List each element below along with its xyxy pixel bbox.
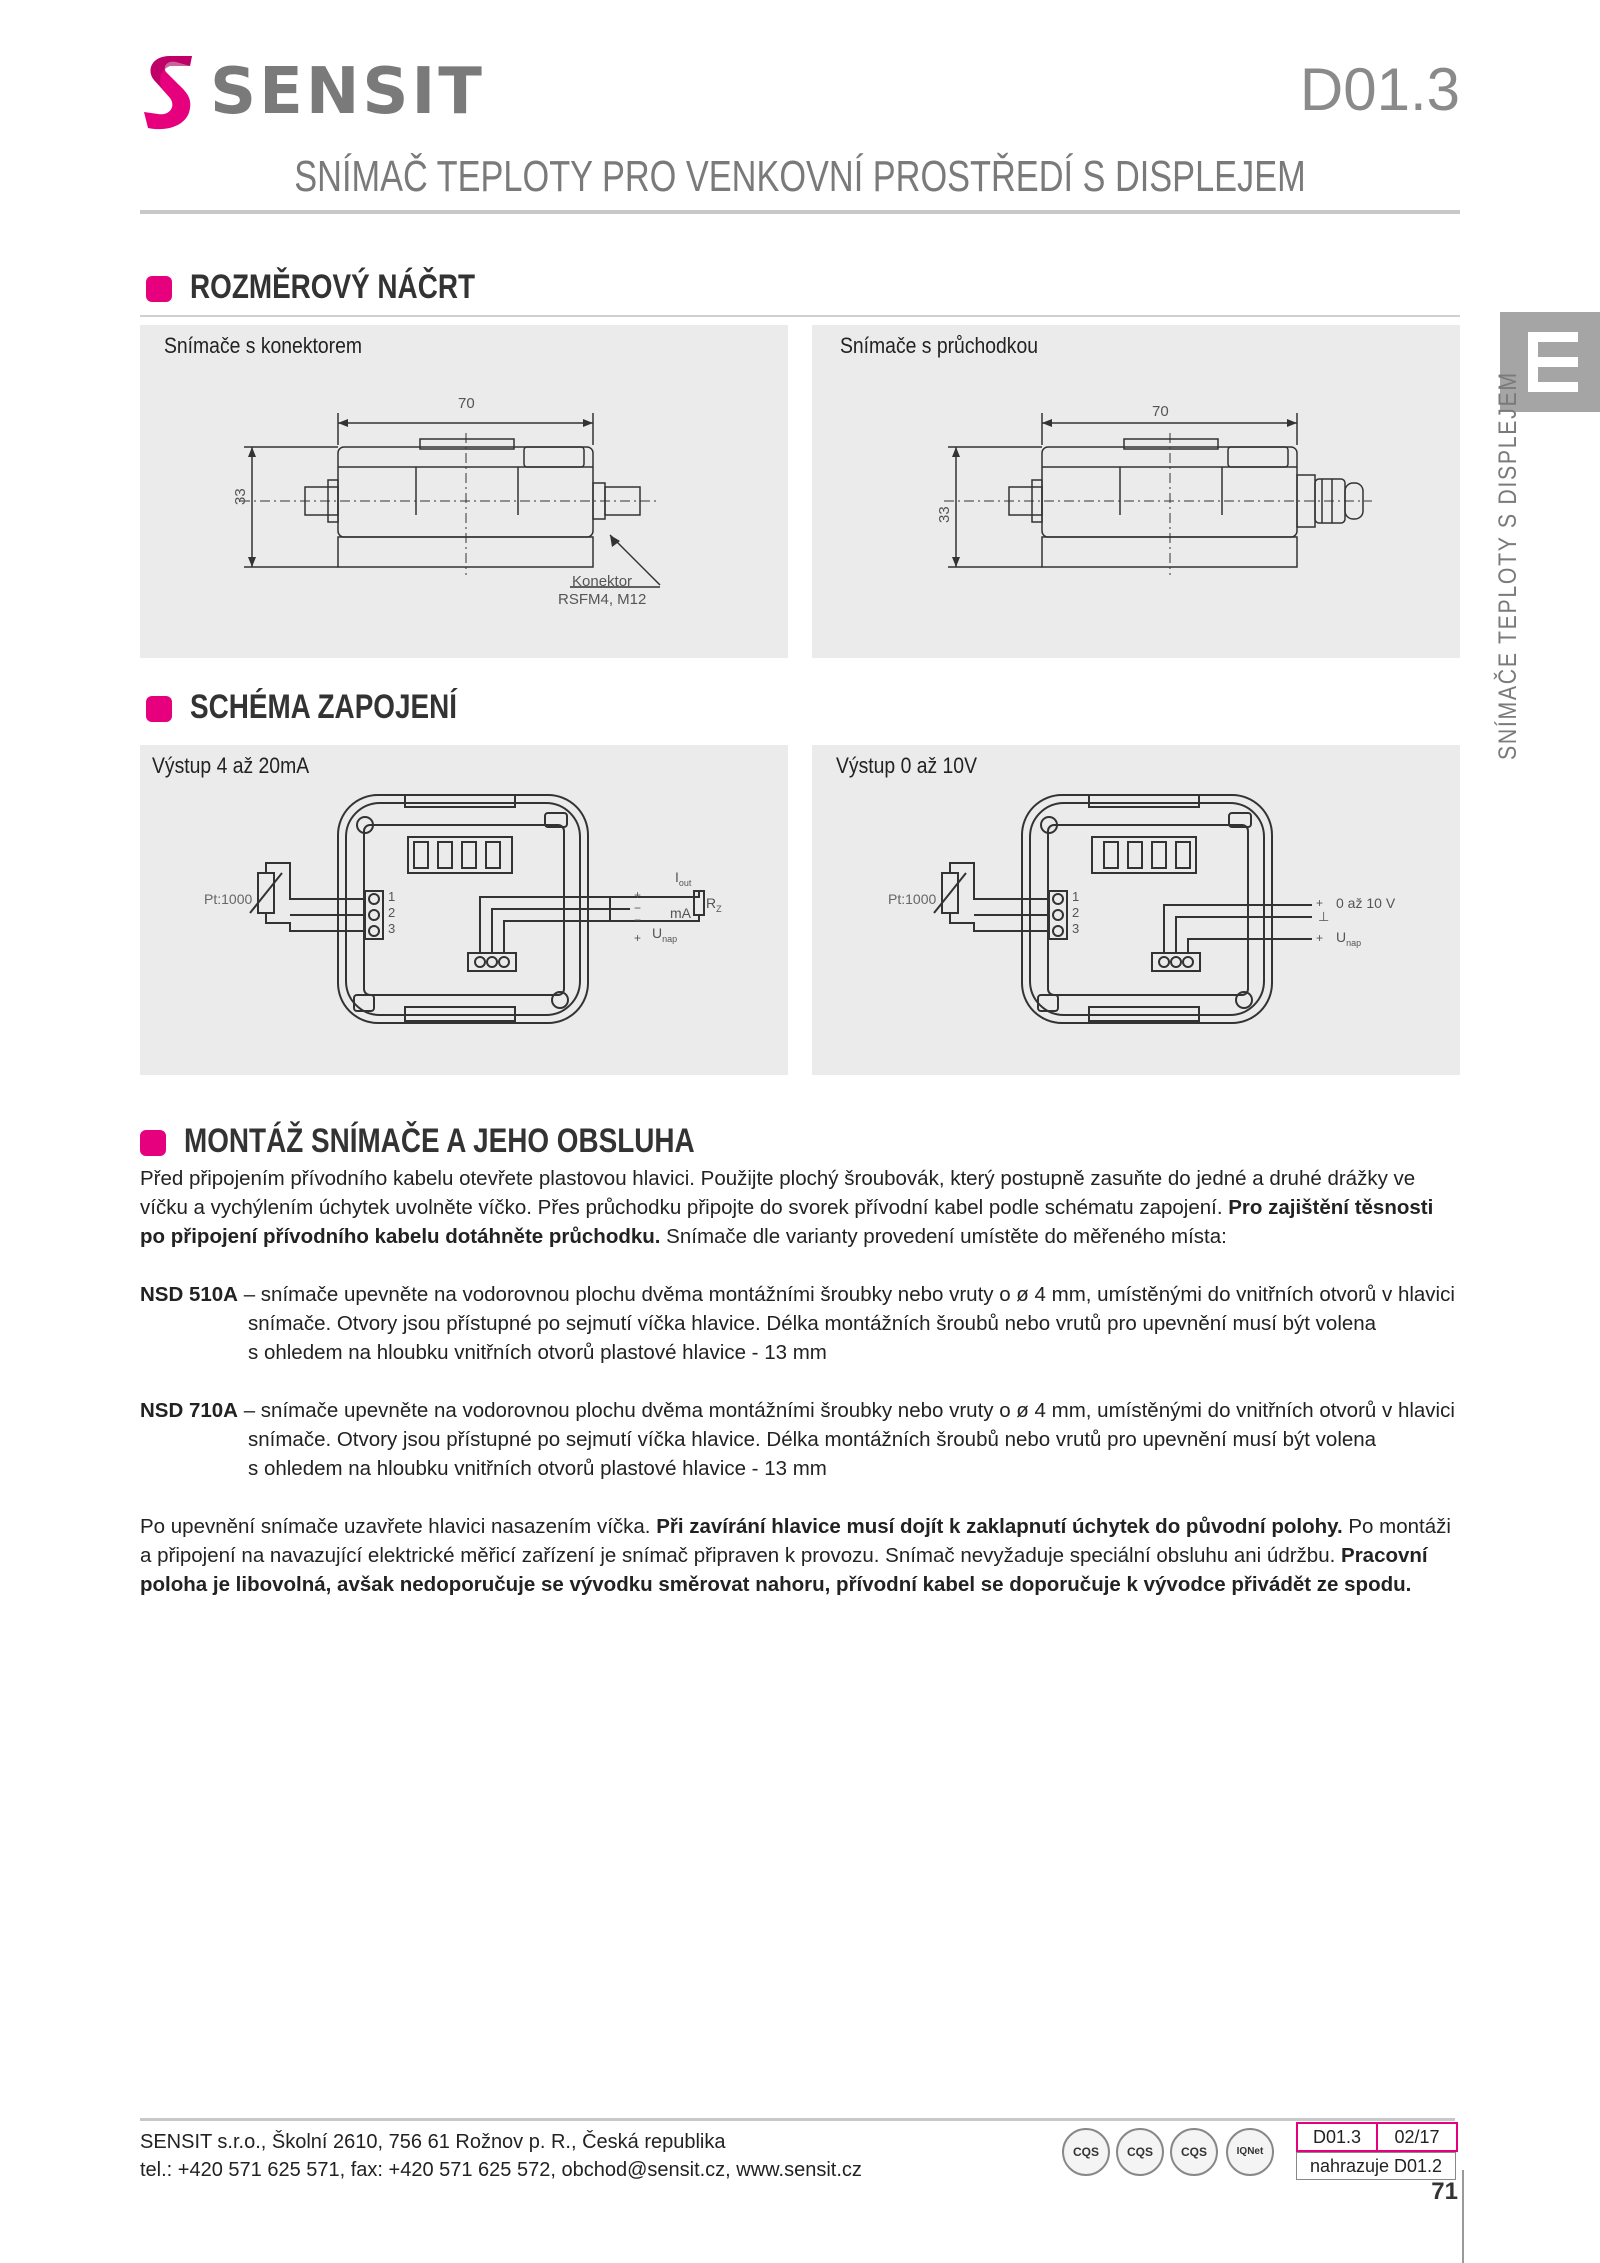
section-bullet-icon	[146, 696, 172, 722]
milliamp-label: mA	[670, 905, 691, 921]
nsd-510a-line-1: NSD 510A – snímače upevněte na vodorovnou plochu dvěma montážními šroubky nebo vruty o ø 4 mm, umístěnými do vnitřních otvorů v hlavici	[140, 1283, 1455, 1306]
supply-voltage-label: $U_{nap}$	[652, 925, 678, 944]
section-divider	[140, 315, 1460, 317]
dimension-panel-gland	[812, 325, 1460, 658]
minus-label: −	[634, 913, 642, 927]
section-bullet-icon	[140, 1130, 166, 1156]
wiring-panel-current	[140, 745, 788, 1075]
nsd-710a-line-2: snímače. Otvory jsou přístupné po sejmutí víčka hlavice. Délka montážních šroubů nebo vrutů pro upevnění musí být volena	[248, 1428, 1377, 1451]
sensor-label: Pt:1000	[204, 891, 253, 907]
version-id: D01.3	[1296, 2122, 1378, 2152]
minus-label: −	[634, 901, 642, 915]
company-address: SENSIT s.r.o., Školní 2610, 756 61 Rožnov p. R., Česká republika	[140, 2131, 726, 2153]
nsd-710a-line-3: s ohledem na hloubku vnitřních otvorů plastové hlavice - 13 mm	[248, 1457, 827, 1480]
logo	[140, 52, 200, 132]
plus-label: +	[634, 931, 642, 945]
side-vertical-label: SNÍMAČE TEPLOTY S DISPLEJEM	[1494, 371, 1522, 760]
panel-label: Snímače s průchodkou	[840, 333, 1039, 358]
ground-icon: ⊥	[1318, 909, 1330, 924]
terminal-3-label: 3	[388, 921, 396, 936]
cqs-certificate-icon: CQS	[1116, 2128, 1164, 2176]
sensit-logo-icon	[140, 52, 200, 132]
terminal-2-label: 2	[1072, 905, 1080, 920]
plus-label: +	[1316, 931, 1324, 945]
version-date: 02/17	[1376, 2122, 1458, 2152]
width-dimension-label: 70	[1152, 403, 1169, 420]
page-number-divider	[1462, 2170, 1464, 2263]
wiring-panel-voltage	[812, 745, 1460, 1075]
nsd-510a-line-2: snímače. Otvory jsou přístupné po sejmutí víčka hlavice. Délka montážních šroubů nebo vrutů pro upevnění musí být volena	[248, 1312, 1377, 1335]
cqs-certificate-icon: CQS	[1170, 2128, 1218, 2176]
footer-divider	[140, 2118, 1455, 2121]
terminal-3-label: 3	[1072, 921, 1080, 936]
document-id: D01.3	[1299, 56, 1460, 123]
company-contact: tel.: +420 571 625 571, fax: +420 571 625 572, obchod@sensit.cz, www.sensit.cz	[140, 2159, 862, 2181]
panel-label: Snímače s konektorem	[164, 333, 362, 358]
mounting-paragraph-1: Před připojením přívodního kabelu otevřete plastovou hlavici. Použijte plochý šroubovák, který postupně zasuňte do jedné a druhé drážky ve víčku a vychýlením úchytek uvolněte víčko. Přes průchodku připojte do svorek přívodní kabel podle schématu zapojení. Pro zajištění těsnosti po připojení přívodního kabelu dotáhněte průchodku. Snímače dle varianty provedení umístěte do měřeného místa:	[140, 1167, 1434, 1248]
width-dimension-label: 70	[458, 395, 475, 412]
dimension-panel-connector	[140, 325, 788, 658]
logo-text: SENSIT	[210, 55, 485, 129]
page-title: SNÍMAČ TEPLOTY PRO VENKOVNÍ PROSTŘEDÍ S DISPLEJEM	[294, 152, 1306, 201]
page-number: 71	[1431, 2178, 1458, 2205]
height-dimension-label: 33	[232, 488, 249, 505]
plus-label: +	[1316, 896, 1324, 910]
header-divider	[140, 210, 1460, 214]
terminal-1-label: 1	[388, 889, 396, 904]
nsd-710a-line-1: NSD 710A – snímače upevněte na vodorovnou plochu dvěma montážními šroubky nebo vruty o ø 4 mm, umístěnými do vnitřních otvorů v hlavici	[140, 1399, 1455, 1422]
nsd-510a-line-3: s ohledem na hloubku vnitřních otvorů plastové hlavice - 13 mm	[248, 1341, 827, 1364]
iout-label: $I_{out}$	[675, 869, 692, 888]
section-heading-dimensions: ROZMĚROVÝ NÁČRT	[190, 268, 476, 306]
iqnet-certificate-icon: IQNet	[1226, 2128, 1274, 2176]
connector-type-label: RSFM4, M12	[558, 591, 647, 608]
nsd-710a-block	[140, 1396, 1460, 1483]
cqs-certificate-icon: CQS	[1062, 2128, 1110, 2176]
plus-label: +	[634, 888, 642, 902]
mounting-paragraph-2: Po upevnění snímače uzavřete hlavici nasazením víčka. Při zavírání hlavice musí dojít k zaklapnutí úchytek do původní polohy. Po montáži a připojení na navazující elektrické měřicí zařízení je snímač připraven k provozu. Snímač nevyžaduje speciální obsluhu ani údržbu. Pracovní poloha je libovolná, avšak nedoporučuje se vývodku směrovat nahoru, přívodní kabel se doporučuje k vývodce přivádět ze spodu.	[140, 1515, 1451, 1596]
terminal-2-label: 2	[388, 905, 396, 920]
sensor-label: Pt:1000	[888, 891, 937, 907]
section-heading-mounting: MONTÁŽ SNÍMAČE A JEHO OBSLUHA	[184, 1122, 695, 1160]
section-heading-wiring: SCHÉMA ZAPOJENÍ	[190, 688, 457, 726]
terminal-1-label: 1	[1072, 889, 1080, 904]
footer-address	[140, 2128, 862, 2184]
height-dimension-label: 33	[936, 506, 953, 523]
rz-label: $R_Z$	[706, 895, 722, 914]
output-voltage-label: 0 až 10 V	[1336, 895, 1396, 911]
nsd-510a-block	[140, 1280, 1460, 1367]
panel-label: Výstup 4 až 20mA	[152, 753, 310, 778]
replaces-note: nahrazuje D01.2	[1296, 2152, 1456, 2180]
gland-dimension-drawing	[812, 325, 1460, 658]
connector-label: Konektor	[572, 573, 633, 590]
panel-label: Výstup 0 až 10V	[836, 753, 977, 778]
section-bullet-icon	[146, 276, 172, 302]
supply-voltage-label: $U_{nap}$	[1336, 929, 1362, 948]
